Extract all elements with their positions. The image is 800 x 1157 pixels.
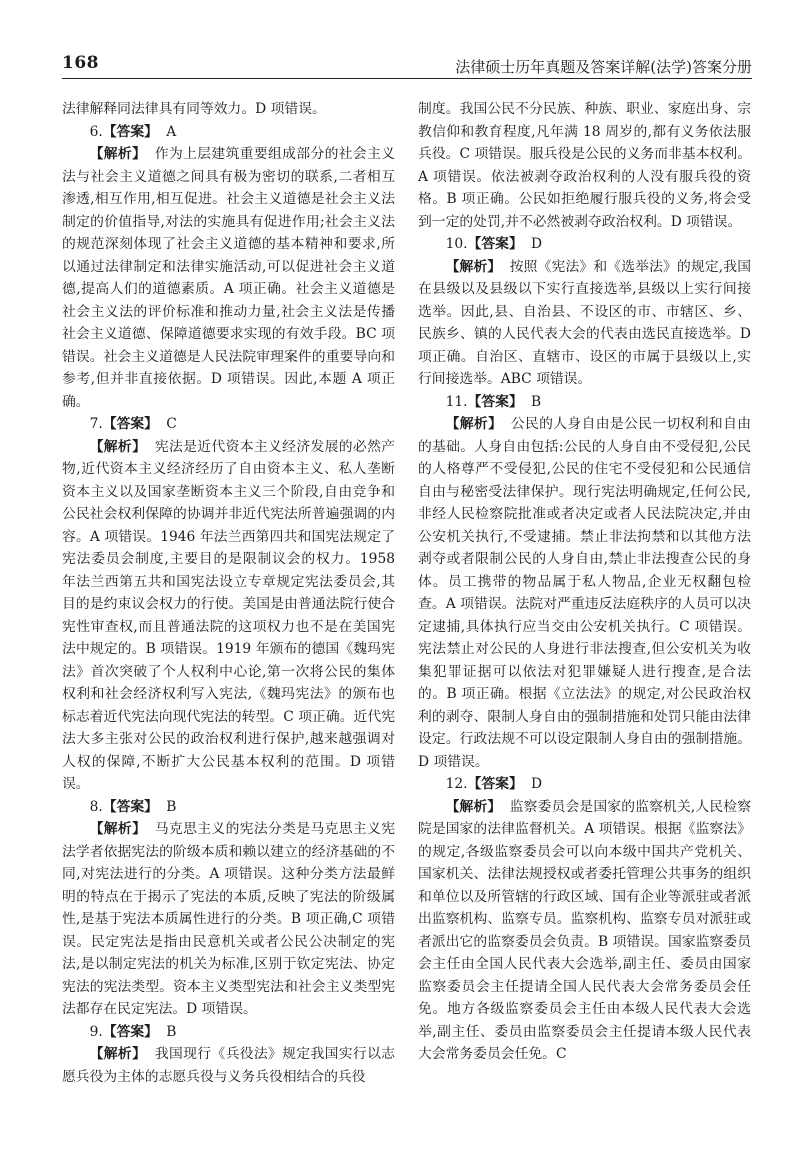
analysis-text: 监察委员会是国家的监察机关,人民检察院是国家的法律监督机关。A 项错误。根据《监察法》的规定,各级监察委员会可以向本级中国共产党机关、国家机关、法律法规授权或者委托管理公共事务的组织和单位以及所管辖的行政区域、国有企业等派驻或者派出监察机构、监察专员。监察机构、监察专员对派驻或者派出它的监察委员会负责。B 项错误。国家监察委员会主任由全国人民代表大会选举,副主任、委员由国家监察委员会主任提请全国人民代表大会常务委员会任免。地方各级监察委员会主任由本级人民代表大会选举,副主任、委员由监察委员会主任提请本级人民代表大会常务委员会任免。C: [418, 798, 752, 1062]
answer-line-9: 9.【答案】 B: [89, 1023, 177, 1040]
analysis-text: 宪法是近代资本主义经济发展的必然产物,近代资本主义经济经历了自由资本主义、私人垄断资本主义以及国家垄断资本主义三个阶段,自由竞争和公民社会权利保障的协调并非近代宪法所普遍强调的内容。A 项错误。1946 年法兰西第四共和国宪法规定了宪法委员会制度,主要目的是限制议会的权力。1958 年法兰西第五共和国宪法设立专章规定宪法委员会,其目的是约束议会权力的行使。美国是由普通法院行使合宪性审查权,而且普通法院的这项权力也不是在美国宪法中规定的。B 项错误。1919 年颁布的德国《魏玛宪法》首次突破了个人权利中心论,第一次将公民的集体权利和社会经济权利写入宪法,《魏玛宪法》的颁布也标志着近代宪法向现代宪法的转型。C 项正确。近代宪法大多主张对公民的政治权利进行保护,越来越强调对人权的保障,不断扩大公民基本权利的范围。D 项错误。: [62, 438, 396, 792]
page-number: 168: [62, 53, 99, 73]
analysis-label: 解析: [103, 821, 133, 837]
answer-choice: B: [166, 1023, 177, 1040]
analysis-label: 解析: [103, 1046, 133, 1062]
page-header: [62, 38, 752, 79]
analysis-label: 解析: [459, 258, 488, 275]
answer-label: 答案: [481, 776, 509, 792]
analysis-label: 解析: [103, 438, 133, 455]
analysis-paragraph-8: 【解析】 马克思主义的宪法分类是马克思主义宪法学者依据宪法的阶级本质和赖以建立的经济基础的不同,对宪法进行的分类。A 项错误。这种分类方法最鲜明的特点在于揭示了宪法的本质,反映了宪法的阶级属性,是基于宪法本质属性进行的分类。B 项正确,C 项错误。民定宪法是指由民意机关或者公民公决制定的宪法,是以制定宪法的机关为标准,区别于钦定宪法、协定宪法的宪法类型。资本主义类型宪法和社会主义类型宪法都存在民定宪法。D 项错误。: [62, 821, 396, 1017]
answer-label: 答案: [116, 798, 145, 815]
answer-line-8: 8.【答案】 B: [89, 798, 177, 815]
analysis-label: 解析: [459, 798, 488, 815]
answer-label: 答案: [116, 123, 145, 140]
question-number: 10.: [445, 236, 468, 252]
question-number: 12.: [445, 776, 468, 792]
answer-line-12: 12.【答案】 D: [445, 776, 543, 792]
running-title: 法律硕士历年真题及答案详解(法学)答案分册: [455, 58, 752, 76]
analysis-paragraph-11: 【解析】 公民的人身自由是公民一切权利和自由的基础。人身自由包括:公民的人身自由不受侵犯,公民的人格尊严不受侵犯,公民的住宅不受侵犯和公民通信自由与秘密受法律保护。现行宪法明确规定,任何公民,非经人民检察院批准或者决定或者人民法院决定,并由公安机关执行,不受逮捕。禁止非法拘禁和以其他方法剥夺或者限制公民的人身自由,禁止非法搜查公民的身体。员工携带的物品属于私人物品,企业无权翻包检查。A 项错误。法院对严重违反法庭秩序的人员可以决定逮捕,具体执行应当交由公安机关执行。C 项错误。宪法禁止对公民的人身进行非法搜查,但公安机关为收集犯罪证据可以依法对犯罪嫌疑人进行搜查,是合法的。B 项正确。根据《立法法》的规定,对公民政治权利的剥夺、限制人身自由的强制措施和处罚只能由法律设定。行政法规不可以设定限制人身自由的强制措施。D 项错误。: [418, 416, 752, 770]
analysis-paragraph-9: 【解析】 我国现行《兵役法》规定我国实行以志愿兵役为主体的志愿兵役与义务兵役相结合的兵役: [62, 1046, 396, 1085]
answer-line-11: 11.【答案】 B: [445, 393, 542, 410]
continuation-text: 法律解释同法律具有同等效力。D 项错误。: [62, 101, 326, 117]
answer-choice: A: [166, 123, 177, 140]
answer-choice: B: [531, 393, 542, 410]
analysis-text: 我国现行《兵役法》规定我国实行以志愿兵役为主体的志愿兵役与义务兵役相结合的兵役: [62, 1046, 396, 1085]
answer-line-7: 7.【答案】 C: [89, 416, 177, 432]
question-number: 8.: [89, 798, 103, 815]
answer-label: 答案: [116, 1023, 145, 1040]
analysis-paragraph-12: 【解析】 监察委员会是国家的监察机关,人民检察院是国家的法律监督机关。A 项错误。根据《监察法》的规定,各级监察委员会可以向本级中国共产党机关、国家机关、法律法规授权或者委托管理公共事务的组织和单位以及所管辖的行政区域、国有企业等派驻或者派出监察机构、监察专员。监察机构、监察专员对派驻或者派出它的监察委员会负责。B 项错误。国家监察委员会主任由全国人民代表大会选举,副主任、委员由国家监察委员会主任提请全国人民代表大会常务委员会任免。地方各级监察委员会主任由本级人民代表大会选举,副主任、委员由监察委员会主任提请本级人民代表大会常务委员会任免。C: [418, 798, 752, 1062]
question-number: 7.: [89, 416, 103, 432]
analysis-label: 解析: [103, 146, 133, 162]
answer-label: 答案: [481, 236, 509, 252]
answer-choice: D: [531, 776, 543, 792]
answer-choice: B: [166, 798, 177, 815]
analysis-text: 作为上层建筑重要组成部分的社会主义法与社会主义道德之间具有极为密切的联系,二者相互渗透,相互作用,相互促进。社会主义道德是社会主义法制定的价值指导,对法的实施具有促进作用;社会主义法的规范深刻体现了社会主义道德的基本精神和要求,所以通过法律制定和法律实施活动,可以促进社会主义道德,提高人们的道德素质。A 项正确。社会主义道德是社会主义法的评价标准和推动力量,社会主义法是传播社会主义道德、保障道德要求实现的有效手段。BC 项错误。社会主义道德是人民法院审理案件的重要导向和参考,但并非直接依据。D 项错误。因此,本题 A 项正确。: [62, 146, 396, 410]
answer-line-6: 6.【答案】 A: [89, 123, 177, 140]
left-column: [62, 98, 395, 1088]
analysis-text: 马克思主义的宪法分类是马克思主义宪法学者依据宪法的阶级本质和赖以建立的经济基础的不同,对宪法进行的分类。A 项错误。这种分类方法最鲜明的特点在于揭示了宪法的本质,反映了宪法的阶级属性,是基于宪法本质属性进行的分类。B 项正确,C 项错误。民定宪法是指由民意机关或者公民公决制定的宪法,是以制定宪法的机关为标准,区别于钦定宪法、协定宪法的宪法类型。资本主义类型宪法和社会主义类型宪法都存在民定宪法。D 项错误。: [62, 821, 396, 1017]
analysis-paragraph-10: 【解析】 按照《宪法》和《选举法》的规定,我国在县级以及县级以下实行直接选举,县级以上实行间接选举。因此,县、自治县、不设区的市、市辖区、乡、民族乡、镇的人民代表大会的代表由选民直接选举。D 项正确。自治区、直辖市、设区的市属于县级以上,实行间接选举。ABC 项错误。: [418, 258, 752, 387]
analysis-paragraph-7: 【解析】 宪法是近代资本主义经济发展的必然产物,近代资本主义经济经历了自由资本主义、私人垄断资本主义以及国家垄断资本主义三个阶段,自由竞争和公民社会权利保障的协调并非近代宪法所普遍强调的内容。A 项错误。1946 年法兰西第四共和国宪法规定了宪法委员会制度,主要目的是限制议会的权力。1958 年法兰西第五共和国宪法设立专章规定宪法委员会,其目的是约束议会权力的行使。美国是由普通法院行使合宪性审查权,而且普通法院的这项权力也不是在美国宪法中规定的。B 项错误。1919 年颁布的德国《魏玛宪法》首次突破了个人权利中心论,第一次将公民的集体权利和社会经济权利写入宪法,《魏玛宪法》的颁布也标志着近代宪法向现代宪法的转型。C 项正确。近代宪法大多主张对公民的政治权利进行保护,越来越强调对人权的保障,不断扩大公民基本权利的范围。D 项错误。: [62, 438, 396, 792]
question-number: 9.: [89, 1023, 103, 1040]
question-number: 11.: [445, 393, 468, 410]
continuation-text: 制度。我国公民不分民族、种族、职业、家庭出身、宗教信仰和教育程度,凡年满 18 周岁的,都有义务依法服兵役。C 项错误。服兵役是公民的义务而非基本权利。A 项错误。依法被剥夺政治权利的人没有服兵役的资格。B 项正确。公民如拒绝履行服兵役的义务,将会受到一定的处罚,并不必然被剥夺政治权利。D 项错误。: [418, 101, 751, 230]
answer-line-10: 10.【答案】 D: [445, 236, 543, 252]
analysis-label: 解析: [459, 416, 489, 432]
question-number: 6.: [89, 123, 103, 140]
answer-choice: D: [531, 236, 543, 252]
analysis-text: 公民的人身自由是公民一切权利和自由的基础。人身自由包括:公民的人身自由不受侵犯,公民的人格尊严不受侵犯,公民的住宅不受侵犯和公民通信自由与秘密受法律保护。现行宪法明确规定,任何公民,非经人民检察院批准或者决定或者人民法院决定,并由公安机关执行,不受逮捕。禁止非法拘禁和以其他方法剥夺或者限制公民的人身自由,禁止非法搜查公民的身体。员工携带的物品属于私人物品,企业无权翻包检查。A 项错误。法院对严重违反法庭秩序的人员可以决定逮捕,具体执行应当交由公安机关执行。C 项错误。宪法禁止对公民的人身进行非法搜查,但公安机关为收集犯罪证据可以依法对犯罪嫌疑人进行搜查,是合法的。B 项正确。根据《立法法》的规定,对公民政治权利的剥夺、限制人身自由的强制措施和处罚只能由法律设定。行政法规不可以设定限制人身自由的强制措施。D 项错误。: [418, 416, 752, 770]
answer-label: 答案: [116, 416, 145, 432]
analysis-paragraph-6: 【解析】 作为上层建筑重要组成部分的社会主义法与社会主义道德之间具有极为密切的联系,二者相互渗透,相互作用,相互促进。社会主义道德是社会主义法制定的价值指导,对法的实施具有促进作用;社会主义法的规范深刻体现了社会主义道德的基本精神和要求,所以通过法律制定和法律实施活动,可以促进社会主义道德,提高人们的道德素质。A 项正确。社会主义道德是社会主义法的评价标准和推动力量,社会主义法是传播社会主义道德、保障道德要求实现的有效手段。BC 项错误。社会主义道德是人民法院审理案件的重要导向和参考,但并非直接依据。D 项错误。因此,本题 A 项正确。: [62, 146, 396, 410]
analysis-text: 按照《宪法》和《选举法》的规定,我国在县级以及县级以下实行直接选举,县级以上实行间接选举。因此,县、自治县、不设区的市、市辖区、乡、民族乡、镇的人民代表大会的代表由选民直接选举。D 项正确。自治区、直辖市、设区的市属于县级以上,实行间接选举。ABC 项错误。: [418, 258, 752, 387]
answer-label: 答案: [481, 393, 509, 410]
right-column: [418, 98, 751, 1066]
answer-choice: C: [166, 416, 177, 432]
